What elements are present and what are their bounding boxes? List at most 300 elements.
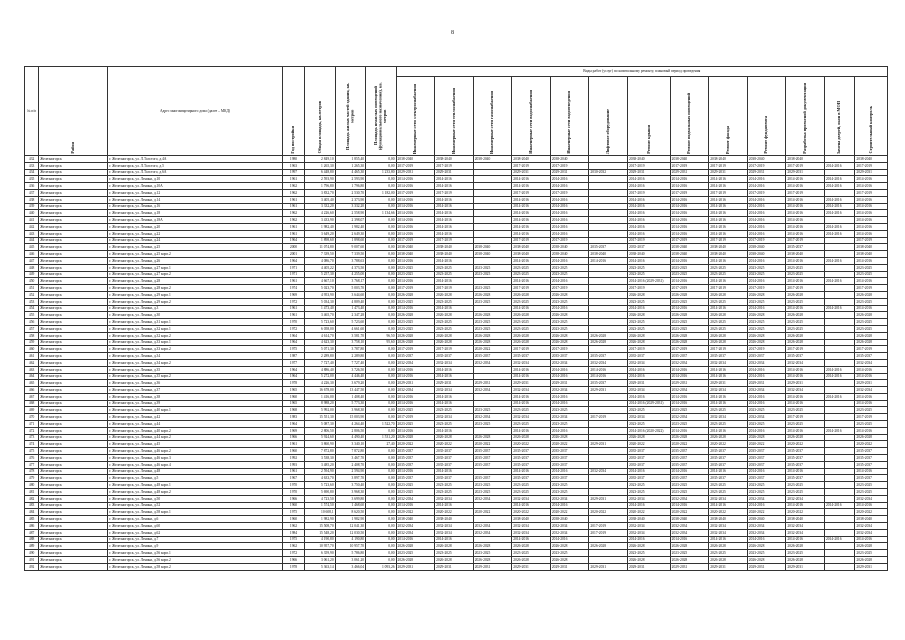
- cell-number: 458: [25, 332, 39, 339]
- cell-work-period: 2035-2037: [473, 461, 512, 468]
- cell-district: Железногорск: [39, 312, 108, 319]
- cell-work-period: 2020-2022: [550, 509, 589, 516]
- cell-total-area: 5 071,30: [305, 346, 335, 353]
- cell-residential-area: 5 003,70: [335, 285, 365, 292]
- cell-work-period: 2026-2028: [512, 557, 551, 564]
- cell-work-period: 2014-2016: [396, 210, 435, 217]
- cell-work-period: 2026-2028: [855, 332, 888, 339]
- cell-work-period: 2014-2016: [512, 223, 551, 230]
- cell-year: 1961: [282, 468, 304, 475]
- table-row: [25, 353, 888, 360]
- cell-work-period: 2023-2025: [396, 271, 435, 278]
- cell-district: Железногорск: [39, 489, 108, 496]
- cell-work-period: 2023-2025: [786, 319, 825, 326]
- cell-work-period: 2017-2019: [512, 346, 551, 353]
- cell-work-period: 2029-2031: [628, 563, 671, 570]
- cell-total-area: 5 034,30: [305, 298, 335, 305]
- table-row: [25, 285, 888, 292]
- cell-work-period: 2014-2016: [709, 366, 748, 373]
- cell-work-period: 2014-2016: [512, 183, 551, 190]
- cell-work-period: 2038-2040: [396, 251, 435, 258]
- cell-work-period: 2023-2025: [855, 550, 888, 557]
- cell-work-period: 2023-2025: [435, 407, 474, 414]
- table-row: [25, 251, 888, 258]
- cell-work-period: 2032-2034: [550, 495, 589, 502]
- cell-work-period: 2026-2028: [396, 339, 435, 346]
- cell-year: 1962: [282, 543, 304, 550]
- cell-work-period: 2014-2016: [550, 305, 589, 312]
- cell-work-period: 2014-2016 (2029-2031): [628, 400, 671, 407]
- cell-work-period: 2014-2016: [709, 502, 748, 509]
- cell-address: г. Железногорск, ул. Ленина, д.28: [108, 278, 283, 285]
- cell-total-area: 15 548,20: [305, 529, 335, 536]
- cell-total-area: 1 982,40: [305, 223, 335, 230]
- cell-nonresidential-area: 0,00: [366, 196, 396, 203]
- cell-work-period: 2023-2025: [628, 550, 671, 557]
- cell-work-period: 2035-2037: [512, 448, 551, 455]
- cell-total-area: 5 992,00: [305, 407, 335, 414]
- cell-residential-area: 9 007,60: [335, 244, 365, 251]
- cell-work-period: 2023-2025: [709, 325, 748, 332]
- cell-work-period: 2026-2028: [786, 543, 825, 550]
- cell-work-period: 2032-2034: [628, 529, 671, 536]
- cell-work-period: 2029-2031: [670, 169, 709, 176]
- cell-work-period: 2017-2019: [435, 346, 474, 353]
- cell-work-period: 2038-2040: [709, 244, 748, 251]
- cell-number: 462: [25, 359, 39, 366]
- cell-year: 1960: [282, 516, 304, 523]
- cell-total-area: 5 023,70: [305, 285, 335, 292]
- cell-work-period: 2035-2037: [786, 475, 825, 482]
- cell-total-area: 3 649,20: [305, 230, 335, 237]
- cell-residential-area: 4 255,00: [335, 271, 365, 278]
- cell-address: г. Железногорск, ул. Ленина, д.5: [108, 475, 283, 482]
- cell-work-period: 2023-2025: [396, 489, 435, 496]
- cell-work-period: 2026-2028: [512, 434, 551, 441]
- cell-work-period: 2014-2016: [435, 366, 474, 373]
- cell-total-area: 1 898,60: [305, 237, 335, 244]
- cell-total-area: 5 363,14: [305, 563, 335, 570]
- cell-residential-area: 15 003,90: [335, 414, 365, 421]
- cell-year: 1984: [282, 529, 304, 536]
- cell-work-period: 2023-2025: [628, 264, 671, 271]
- cell-work-period: 2035-2037: [512, 475, 551, 482]
- cell-work-period: 2032-2034: [709, 414, 748, 421]
- cell-work-period: [589, 223, 628, 230]
- cell-work-period: [824, 400, 854, 407]
- cell-work-period: 2014-2016: [396, 257, 435, 264]
- cell-work-period: 2014-2016: [747, 217, 786, 224]
- cell-work-period: 2026-2028: [550, 557, 589, 564]
- cell-number: 480: [25, 482, 39, 489]
- cell-work-period: 2035-2037: [550, 475, 589, 482]
- cell-work-period: 2029-2031: [589, 441, 628, 448]
- cell-work-period: [589, 516, 628, 523]
- cell-total-area: 3 405,40: [305, 196, 335, 203]
- cell-work-period: 2023-2025: [396, 482, 435, 489]
- cell-address: г. Железногорск, ул. Ленина, д.58 корп.1: [108, 509, 283, 516]
- cell-year: 1961: [282, 278, 304, 285]
- table-row: [25, 264, 888, 271]
- cell-work-period: [824, 407, 854, 414]
- cell-work-period: 2014-2016: [747, 196, 786, 203]
- cell-work-period: [473, 176, 512, 183]
- cell-work-period: 2032-2034: [747, 523, 786, 530]
- cell-work-period: 2029-2031: [855, 563, 888, 570]
- cell-work-period: 2026-2028: [473, 543, 512, 550]
- cell-nonresidential-area: 0,00: [366, 319, 396, 326]
- cell-work-period: 2014-2016: [824, 183, 854, 190]
- cell-work-period: 2014-2016: [855, 210, 888, 217]
- cell-work-period: [589, 536, 628, 543]
- cell-address: г. Железногорск, ул. Ленина, д.31 корп.1: [108, 319, 283, 326]
- cell-work-period: 2023-2025: [855, 421, 888, 428]
- cell-address: г. Железногорск, ул. Ленина, д.16: [108, 203, 283, 210]
- cell-work-period: 2014-2016: [628, 502, 671, 509]
- cell-total-area: 3 538,30: [305, 455, 335, 462]
- cell-work-period: 2014-2016: [396, 223, 435, 230]
- cell-nonresidential-area: 0,00: [366, 414, 396, 421]
- cell-work-period: [824, 441, 854, 448]
- cell-residential-area: 3 699,80: [335, 495, 365, 502]
- cell-work-period: 2023-2025: [396, 298, 435, 305]
- cell-work-period: 2023-2025: [628, 482, 671, 489]
- cell-address: г. Железногорск, ул. Ленина, д.27 корп.2: [108, 271, 283, 278]
- cell-work-period: 2023-2025: [670, 271, 709, 278]
- cell-residential-area: 1 898,60: [335, 237, 365, 244]
- cell-year: 1993: [282, 461, 304, 468]
- cell-work-period: 2014-2016: [435, 305, 474, 312]
- cell-work-period: 2023-2025: [855, 489, 888, 496]
- cell-work-period: 2038-2040: [786, 516, 825, 523]
- cell-district: Железногорск: [39, 359, 108, 366]
- cell-work-period: 2014-2016: [550, 366, 589, 373]
- cell-work-period: 2035-2037: [435, 353, 474, 360]
- cell-total-area: 3 433,90: [305, 217, 335, 224]
- cell-work-period: 2029-2031: [709, 380, 748, 387]
- cell-work-period: 2014-2016: [512, 366, 551, 373]
- cell-work-period: 2014-2016: [786, 183, 825, 190]
- table-row: [25, 319, 888, 326]
- cell-district: Железногорск: [39, 509, 108, 516]
- cell-district: Железногорск: [39, 264, 108, 271]
- cell-nonresidential-area: 0,00: [366, 298, 396, 305]
- cell-work-period: 2023-2025: [747, 271, 786, 278]
- cell-number: 481: [25, 489, 39, 496]
- cell-work-period: 2035-2037: [670, 475, 709, 482]
- cell-work-period: 2038-2040: [589, 251, 628, 258]
- cell-district: Железногорск: [39, 305, 108, 312]
- cell-work-period: 2014-2016: [550, 257, 589, 264]
- cell-work-period: 2035-2037: [589, 380, 628, 387]
- cell-address: г. Железногорск, ул. Ленина, д.29 корп.1: [108, 291, 283, 298]
- cell-work-period: 2014-2016: [855, 257, 888, 264]
- cell-work-period: 2026-2028: [435, 332, 474, 339]
- cell-work-period: 2023-2025: [628, 319, 671, 326]
- table-row: [25, 536, 888, 543]
- cell-work-period: 2026-2028: [786, 332, 825, 339]
- cell-work-period: [589, 325, 628, 332]
- cell-number: 469: [25, 407, 39, 414]
- cell-district: Железногорск: [39, 176, 108, 183]
- cell-work-period: 2023-2025: [855, 264, 888, 271]
- cell-year: 1961: [282, 230, 304, 237]
- cell-year: 1962: [282, 210, 304, 217]
- cell-work-period: 2014-2016: [550, 196, 589, 203]
- cell-number: 489: [25, 543, 39, 550]
- cell-address: г. Железногорск, ул. Ленина, д.42: [108, 414, 283, 421]
- cell-work-period: 2014-2016: [435, 203, 474, 210]
- cell-residential-area: 1 408,40: [335, 393, 365, 400]
- cell-work-period: [589, 264, 628, 271]
- cell-work-period: [473, 468, 512, 475]
- cell-work-period: 2014-2016: [512, 230, 551, 237]
- cell-year: 1961: [282, 312, 304, 319]
- cell-residential-area: 3 332,20: [335, 203, 365, 210]
- cell-work-period: 2038-2040: [855, 251, 888, 258]
- header-work-1: Инженерные сети теплоснабжения: [435, 77, 474, 156]
- cell-work-period: 2017-2019: [435, 237, 474, 244]
- cell-work-period: [589, 203, 628, 210]
- cell-address: г. Железногорск, ул. Ленина, д.26: [108, 257, 283, 264]
- cell-residential-area: 12 030,50: [335, 529, 365, 536]
- cell-work-period: 2017-2019: [709, 189, 748, 196]
- cell-work-period: 2038-2040: [628, 516, 671, 523]
- cell-work-period: 2026-2028: [670, 434, 709, 441]
- cell-residential-area: 2 558,90: [335, 210, 365, 217]
- cell-address: г. Железногорск, ул. Ленина, д.44 корп.2: [108, 434, 283, 441]
- cell-work-period: 2038-2040: [396, 156, 435, 163]
- cell-work-period: 2017-2019: [670, 285, 709, 292]
- cell-address: г. Железногорск, ул. Ленина, д.40 корп.2: [108, 427, 283, 434]
- cell-nonresidential-area: 0,00: [366, 285, 396, 292]
- cell-number: 478: [25, 468, 39, 475]
- cell-district: Железногорск: [39, 203, 108, 210]
- cell-work-period: 2014-2016: [855, 230, 888, 237]
- cell-work-period: 2020-2022: [670, 509, 709, 516]
- cell-nonresidential-area: 0,00: [366, 536, 396, 543]
- cell-work-period: 2032-2034: [855, 529, 888, 536]
- cell-work-period: 2023-2025: [396, 550, 435, 557]
- cell-residential-area: 1 796,80: [335, 183, 365, 190]
- cell-work-period: 2035-2037: [628, 475, 671, 482]
- header-address: Адрес многоквартирного дома (далее – МКД): [108, 67, 283, 156]
- cell-work-period: 2014-2016: [435, 393, 474, 400]
- cell-work-period: 2017-2019: [550, 346, 589, 353]
- cell-work-period: 2020-2022: [628, 441, 671, 448]
- cell-year: 1964: [282, 332, 304, 339]
- cell-work-period: 2023-2025: [435, 319, 474, 326]
- cell-year: 1997: [282, 169, 304, 176]
- header-year: Год постройки: [282, 67, 304, 156]
- cell-work-period: 2032-2034: [550, 523, 589, 530]
- cell-address: г. Железногорск, ул. Ленина, д.32 корп.1: [108, 325, 283, 332]
- cell-work-period: [473, 217, 512, 224]
- table-row: [25, 427, 888, 434]
- cell-work-period: 2014-2016: [670, 400, 709, 407]
- cell-work-period: 2035-2037: [786, 448, 825, 455]
- cell-work-period: 2035-2037: [628, 353, 671, 360]
- cell-year: 1961: [282, 441, 304, 448]
- cell-work-period: 2026-2028: [855, 543, 888, 550]
- table-row: [25, 217, 888, 224]
- cell-work-period: 2014-2016: [512, 217, 551, 224]
- cell-work-period: [473, 516, 512, 523]
- cell-work-period: 2023-2025: [435, 325, 474, 332]
- cell-work-period: 2023-2025: [855, 298, 888, 305]
- cell-address: г. Железногорск, ул. Ленина, д.50: [108, 495, 283, 502]
- cell-work-period: 2032-2034: [512, 359, 551, 366]
- cell-number: 486: [25, 523, 39, 530]
- cell-number: 483: [25, 502, 39, 509]
- cell-work-period: 2023-2025: [670, 407, 709, 414]
- cell-nonresidential-area: 0,00: [366, 251, 396, 258]
- table-row: [25, 332, 888, 339]
- cell-work-period: 2026-2028: [628, 339, 671, 346]
- cell-address: г. Железногорск, ул. Ленина, д.29 корп.2: [108, 298, 283, 305]
- cell-year: 1961: [282, 196, 304, 203]
- cell-work-period: 2029-2031: [512, 380, 551, 387]
- header-district: Район: [39, 67, 108, 156]
- cell-year: 1960: [282, 502, 304, 509]
- cell-residential-area: 3 968,30: [335, 407, 365, 414]
- cell-work-period: [824, 387, 854, 394]
- cell-number: 491: [25, 557, 39, 564]
- cell-work-period: 2038-2040: [550, 156, 589, 163]
- cell-nonresidential-area: 0,00: [366, 162, 396, 169]
- cell-work-period: [589, 162, 628, 169]
- cell-work-period: 2029-2031: [396, 563, 435, 570]
- header-work-10: Разработка проектной документации: [786, 77, 825, 156]
- cell-work-period: 2032-2034: [855, 387, 888, 394]
- cell-residential-area: 4 446,40: [335, 373, 365, 380]
- cell-work-period: 2035-2037: [473, 353, 512, 360]
- cell-work-period: 2026-2028: [473, 312, 512, 319]
- cell-number: 466: [25, 387, 39, 394]
- header-work-12: Строительный контроль: [855, 77, 888, 156]
- cell-work-period: 2026-2028: [670, 312, 709, 319]
- cell-work-period: 2014-2016: [589, 257, 628, 264]
- cell-work-period: 2014-2016: [589, 366, 628, 373]
- cell-number: 432: [25, 156, 39, 163]
- table-row: [25, 298, 888, 305]
- cell-work-period: 2035-2037: [550, 353, 589, 360]
- cell-work-period: 2026-2028: [747, 332, 786, 339]
- cell-work-period: 2026-2028: [550, 291, 589, 298]
- cell-total-area: 1 982,90: [305, 516, 335, 523]
- cell-work-period: 2023-2025: [786, 264, 825, 271]
- cell-number: 451: [25, 285, 39, 292]
- cell-work-period: 2023-2025: [709, 264, 748, 271]
- cell-work-period: 2014-2016: [670, 230, 709, 237]
- cell-total-area: 2 594,90: [305, 468, 335, 475]
- cell-work-period: 2029-2031: [628, 380, 671, 387]
- cell-work-period: 2023-2025: [628, 298, 671, 305]
- cell-address: г. Железногорск, ул. Ленина, д.38: [108, 393, 283, 400]
- cell-work-period: 2026-2028: [512, 543, 551, 550]
- cell-work-period: 2014-2016: [786, 278, 825, 285]
- cell-work-period: 2038-2040: [747, 244, 786, 251]
- cell-address: г. Железногорск, ул. Ленина, д.56 корп.2: [108, 557, 283, 564]
- cell-work-period: 2014-2016: [855, 427, 888, 434]
- cell-address: г. Железногорск, ул. Ленина, д.18: [108, 210, 283, 217]
- cell-work-period: 2023-2025: [709, 298, 748, 305]
- cell-work-period: 2017-2019: [855, 237, 888, 244]
- cell-residential-area: 3 787,80: [335, 346, 365, 353]
- cell-number: 485: [25, 516, 39, 523]
- cell-residential-area: 2 408,70: [335, 461, 365, 468]
- cell-year: 1972: [282, 550, 304, 557]
- cell-work-period: 2023-2025: [473, 482, 512, 489]
- cell-total-area: 4 086,70: [305, 257, 335, 264]
- cell-work-period: [473, 189, 512, 196]
- cell-work-period: 2017-2019: [670, 189, 709, 196]
- cell-number: 439: [25, 203, 39, 210]
- cell-work-period: 2026-2028: [628, 312, 671, 319]
- cell-work-period: 2026-2028: [670, 332, 709, 339]
- cell-year: 1975: [282, 536, 304, 543]
- cell-work-period: 2023-2025: [786, 489, 825, 496]
- cell-work-period: 2017-2019: [512, 237, 551, 244]
- cell-work-period: 2014-2016: [747, 468, 786, 475]
- cell-work-period: 2023-2025: [473, 319, 512, 326]
- cell-work-period: 2014-2016: [855, 366, 888, 373]
- cell-work-period: 2014-2016: [628, 203, 671, 210]
- cell-work-period: 2032-2034: [396, 495, 435, 502]
- table-row: [25, 441, 888, 448]
- cell-nonresidential-area: 95,60: [366, 339, 396, 346]
- cell-work-period: 2029-2031: [855, 169, 888, 176]
- cell-year: 1971: [282, 264, 304, 271]
- cell-nonresidential-area: 0,00: [366, 257, 396, 264]
- table-row: [25, 189, 888, 196]
- cell-work-period: 2035-2037: [512, 461, 551, 468]
- cell-work-period: 2023-2025: [628, 407, 671, 414]
- cell-work-period: 2026-2028: [709, 332, 748, 339]
- cell-number: 438: [25, 196, 39, 203]
- cell-work-period: 2038-2040: [550, 251, 589, 258]
- header-work-3: Инженерные сети водоснабжения: [512, 77, 551, 156]
- cell-nonresidential-area: 0,00: [366, 475, 396, 482]
- cell-year: 1970: [282, 482, 304, 489]
- cell-work-period: 2023-2025: [435, 264, 474, 271]
- cell-work-period: [473, 203, 512, 210]
- cell-residential-area: 4 373,50: [335, 264, 365, 271]
- header-work-4: Инженерные сети водоотведения: [550, 77, 589, 156]
- cell-residential-area: 1 982,90: [335, 516, 365, 523]
- cell-district: Железногорск: [39, 217, 108, 224]
- cell-work-period: 2017-2019: [786, 162, 825, 169]
- cell-work-period: 2038-2040: [670, 251, 709, 258]
- cell-district: Железногорск: [39, 475, 108, 482]
- cell-work-period: 2014-2016: [550, 230, 589, 237]
- cell-number: 445: [25, 244, 39, 251]
- cell-work-period: [473, 162, 512, 169]
- cell-work-period: 2017-2019: [512, 162, 551, 169]
- cell-district: Железногорск: [39, 251, 108, 258]
- cell-work-period: 2014-2016: [786, 203, 825, 210]
- cell-work-period: 2038-2040: [628, 251, 671, 258]
- cell-address: г. Железногорск, ул. Ленина, д.46 корп.3: [108, 455, 283, 462]
- cell-work-period: 2023-2025: [670, 264, 709, 271]
- cell-work-period: 2035-2037: [628, 455, 671, 462]
- cell-district: Железногорск: [39, 210, 108, 217]
- cell-residential-area: 7 872,80: [335, 448, 365, 455]
- cell-work-period: 2014-2016: [747, 230, 786, 237]
- cell-work-period: 2023-2025: [512, 407, 551, 414]
- cell-work-period: 2014-2016: [670, 223, 709, 230]
- cell-work-period: 2026-2028: [435, 543, 474, 550]
